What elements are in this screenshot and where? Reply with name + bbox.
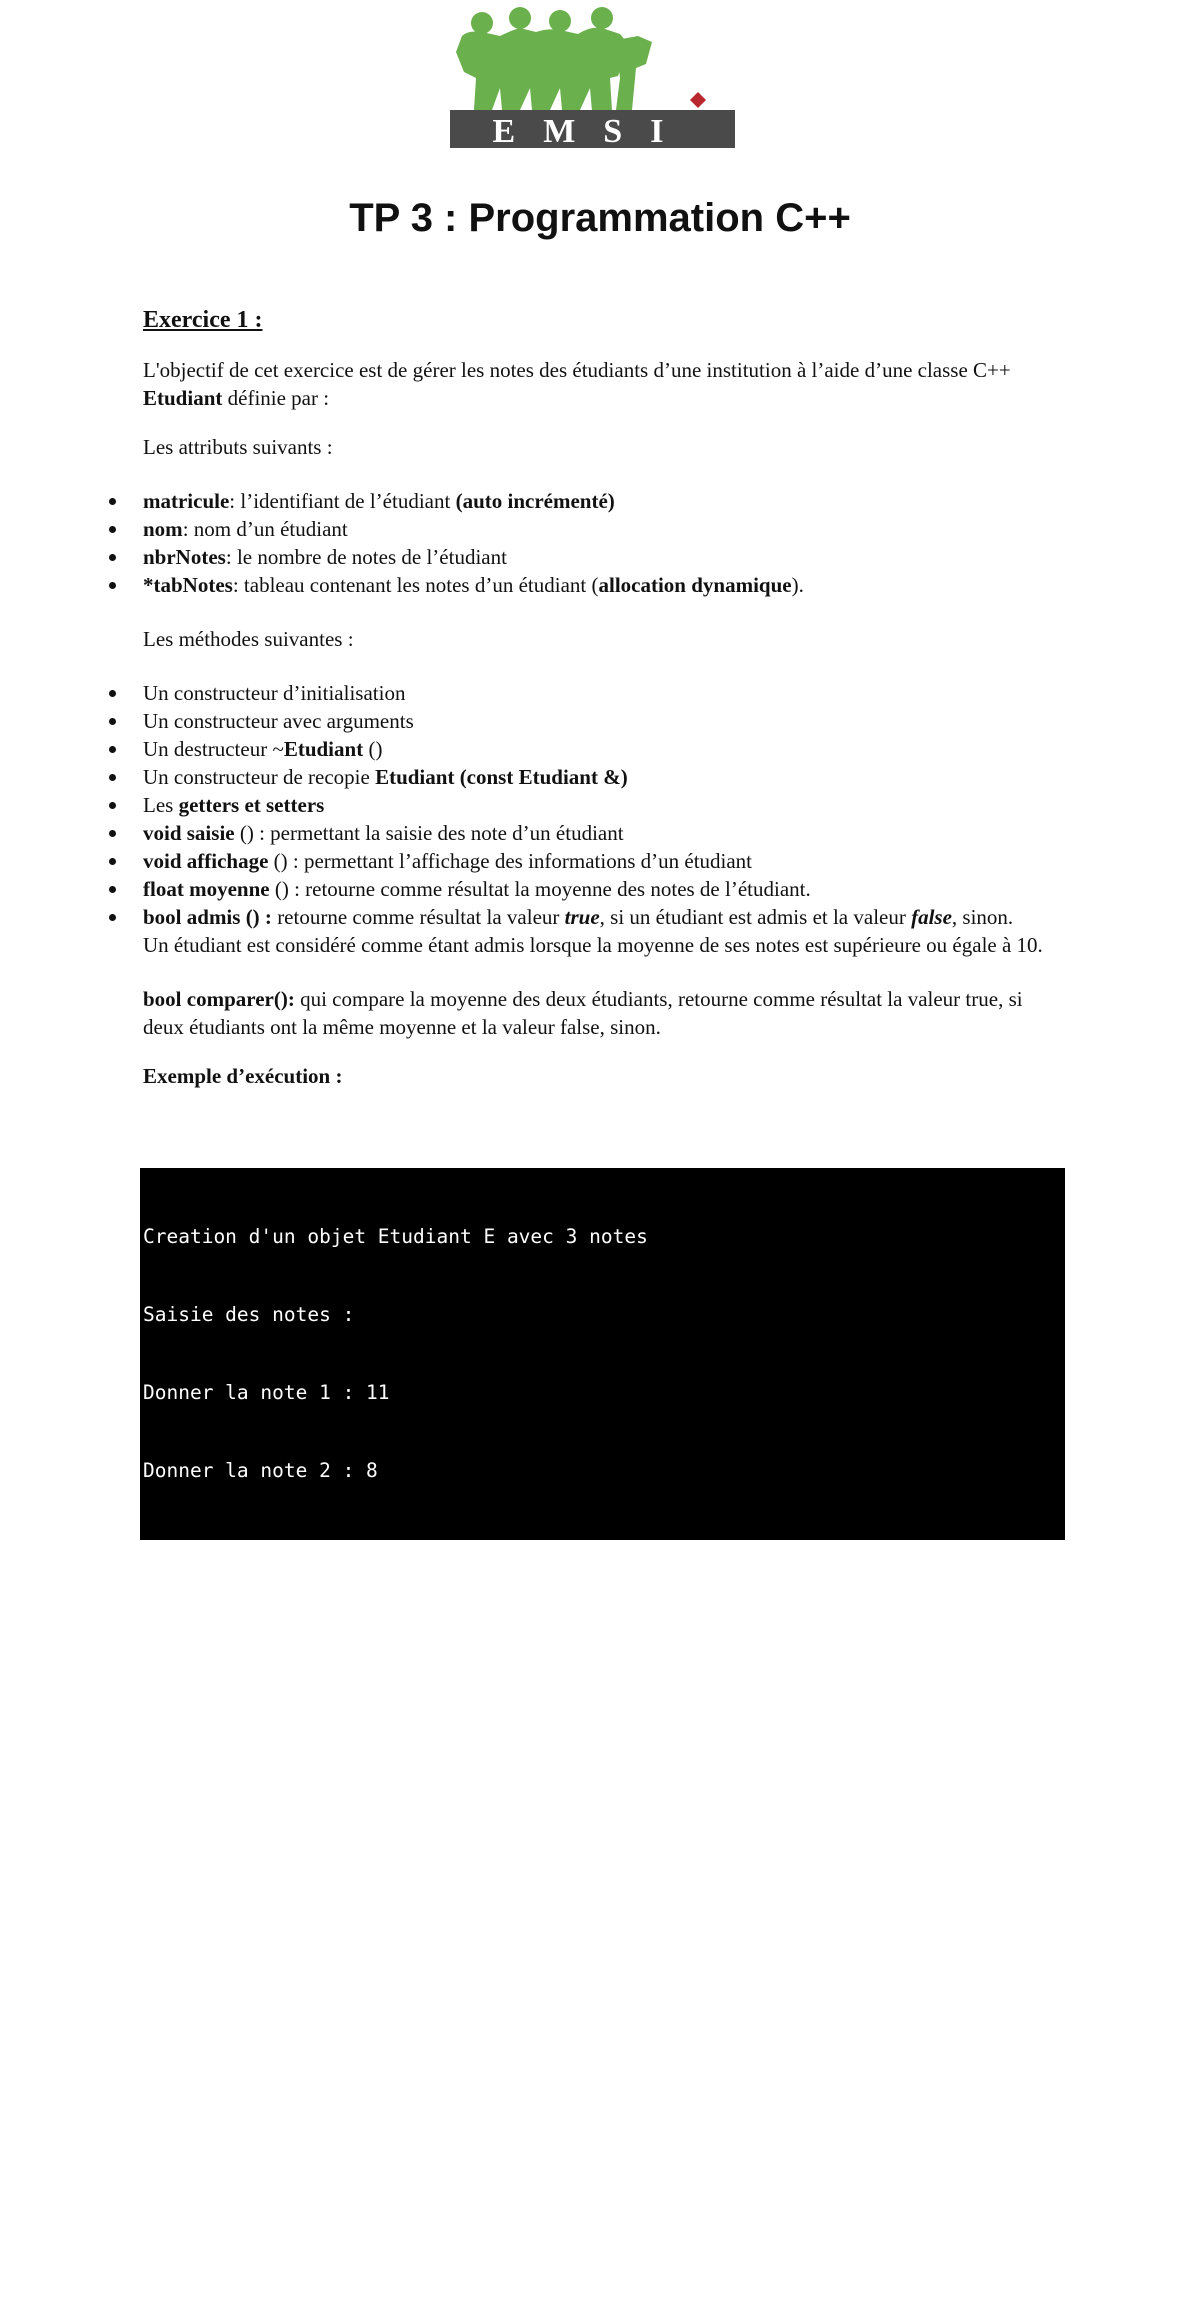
methods-list xyxy=(143,679,1043,959)
list-item: Un destructeur ~Etudiant () xyxy=(143,735,1043,763)
attributes-label: Les attributs suivants : xyxy=(143,435,333,459)
console-line: Copie de l'etudiant E dans E1 xyxy=(143,2011,484,2034)
list-item: Un constructeur de recopie Etudiant (const Etudiant &) xyxy=(143,763,1043,791)
list-item: Un constructeur avec arguments xyxy=(143,707,1043,735)
emsi-logo-text: EMSI xyxy=(492,113,692,148)
console-line: Donner la note 3 : 16 xyxy=(143,1537,390,1560)
list-item: matricule: l’identifiant de l’étudiant (auto incrémenté) xyxy=(143,487,1043,515)
list-item: void affichage () : permettant l’affichage des informations d’un étudiant xyxy=(143,847,1043,875)
intro-text-1: L'objectif de cet exercice est de gérer les notes des étudiants d’une institution à l’aide d’une classe C++ xyxy=(143,358,1011,382)
console-line: - Nom : etud1 xyxy=(143,2245,296,2268)
console-line: Affichage de l'etudiant E: xyxy=(143,1615,449,1638)
list-item: nom: nom d’un étudiant xyxy=(143,515,1043,543)
intro-paragraph xyxy=(143,356,1043,412)
exercise-content xyxy=(143,306,1043,1112)
list-item: bool admis () : retourne comme résultat la valeur true, si un étudiant est admis et la valeur false, sinon. Un étudiant est considéré comme étant admis lorsque la moyenne de ses notes est supérieure ou égale à 10. xyxy=(143,905,1043,957)
example-label: Exemple d’exécution : xyxy=(143,1064,343,1088)
console-line: - Nom : etud1 xyxy=(143,1771,296,1794)
emsi-logo-icon xyxy=(440,6,745,148)
list-item: *tabNotes: tableau contenant les notes d’un étudiant (allocation dynamique). xyxy=(143,571,1043,599)
list-item: Les getters et setters xyxy=(143,791,1043,819)
console-output xyxy=(140,1168,1065,2268)
page-title: TP 3 : Programmation C++ xyxy=(349,196,851,240)
console-line: - Notes : 11 8 16 xyxy=(143,1927,343,1950)
list-item: nbrNotes: le nombre de notes de l’étudiant xyxy=(143,543,1043,571)
console-line: - Nombre de notes : 3 xyxy=(143,1849,390,1872)
exercise-heading: Exercice 1 : xyxy=(143,307,263,333)
console-line: Creation d'un objet Etudiant E avec 3 notes xyxy=(143,1225,648,1248)
comparer-paragraph: bool comparer(): qui compare la moyenne des deux étudiants, retourne comme résultat la valeur true, si deux étudiants ont la même moyenne et la valeur false, sinon. xyxy=(143,987,1023,1039)
list-item: void saisie () : permettant la saisie des note d’un étudiant xyxy=(143,819,1043,847)
methods-label: Les méthodes suivantes : xyxy=(143,627,354,651)
console-line: Saisie des notes : xyxy=(143,1303,355,1326)
intro-text-2: définie par : xyxy=(222,386,330,410)
intro-class-name: Etudiant xyxy=(143,386,223,410)
console-line: L'affichage de l'etudiant E1: xyxy=(143,2089,484,2112)
console-line: - Matricule : 1 xyxy=(143,2167,320,2190)
list-item: Un constructeur d’initialisation xyxy=(143,679,1043,707)
attributes-list xyxy=(143,487,1043,599)
console-line: Donner la note 1 : 11 xyxy=(143,1381,390,1404)
console-line: Donner la note 2 : 8 xyxy=(143,1459,378,1482)
console-line: - Matricule : 1 xyxy=(143,1693,320,1716)
list-item: float moyenne () : retourne comme résultat la moyenne des notes de l’étudiant. xyxy=(143,875,1043,903)
